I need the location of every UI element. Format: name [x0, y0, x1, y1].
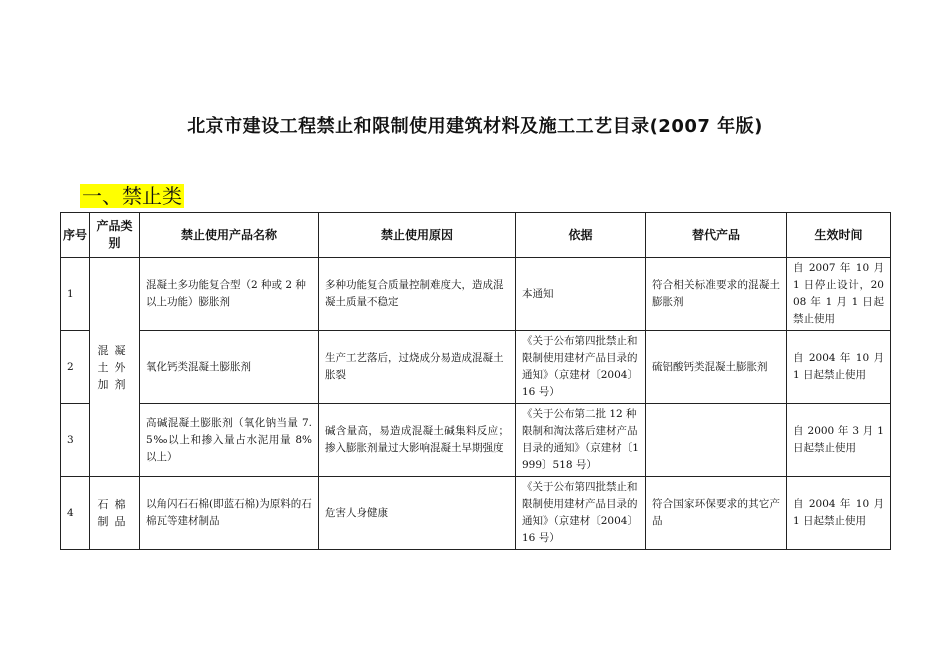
row-replacement: 硫铝酸钙类混凝土膨胀剂: [646, 331, 787, 404]
header-product: 禁止使用产品名称: [140, 213, 319, 258]
row-product: 以角闪石石棉(即蓝石棉)为原料的石棉瓦等建材制品: [140, 477, 319, 550]
row-reason: 多种功能复合质量控制难度大，造成混凝土质量不稳定: [319, 258, 516, 331]
document-title: 北京市建设工程禁止和限制使用建筑材料及施工工艺目录(2007 年版): [187, 116, 763, 137]
row-product: 高碱混凝土膨胀剂（氧化钠当量 7.5‰以上和掺入量占水泥用量 8%以上）: [140, 404, 319, 477]
header-replacement: 替代产品: [646, 213, 787, 258]
row-product: 氧化钙类混凝土膨胀剂: [140, 331, 319, 404]
table-header-row: [61, 213, 891, 258]
row-basis: 《关于公布第四批禁止和限制使用建材产品目录的通知》（京建材〔2004〕16 号）: [516, 477, 646, 550]
row-effective: 自 2007 年 10 月 1 日停止设计，2008 年 1 月 1 日起禁止使用: [787, 258, 891, 331]
row-basis: 《关于公布第二批 12 种限制和淘汰落后建材产品目录的通知》（京建材〔1999〕518 号）: [516, 404, 646, 477]
header-reason: 禁止使用原因: [319, 213, 516, 258]
category-cell: 混凝土外加剂: [90, 258, 140, 477]
row-reason: 碱含量高，易造成混凝土碱集料反应；掺入膨胀剂量过大影响混凝土早期强度: [319, 404, 516, 477]
table-row: [61, 404, 891, 477]
row-basis: 本通知: [516, 258, 646, 331]
row-effective: 自 2000 年 3 月 1 日起禁止使用: [787, 404, 891, 477]
row-no: 3: [61, 404, 90, 477]
row-no: 4: [61, 477, 90, 550]
section-heading: [80, 180, 184, 209]
row-replacement: 符合国家环保要求的其它产品: [646, 477, 787, 550]
row-effective: 自 2004 年 10 月 1 日起禁止使用: [787, 331, 891, 404]
prohibited-materials-table: [60, 212, 891, 550]
section-heading-text: 一、禁止类: [82, 184, 182, 208]
row-effective: 自 2004 年 10 月 1 日起禁止使用: [787, 477, 891, 550]
row-product: 混凝土多功能复合型（2 种或 2 种以上功能）膨胀剂: [140, 258, 319, 331]
header-effective: 生效时间: [787, 213, 891, 258]
row-reason: 危害人身健康: [319, 477, 516, 550]
header-no: 序号: [61, 213, 90, 258]
category-cell: 石棉制品: [90, 477, 140, 550]
row-replacement: 符合相关标准要求的混凝土膨胀剂: [646, 258, 787, 331]
row-no: 1: [61, 258, 90, 331]
header-category: 产品类别: [90, 213, 140, 258]
row-no: 2: [61, 331, 90, 404]
table-row: [61, 477, 891, 550]
table-row: [61, 258, 891, 331]
table-row: [61, 331, 891, 404]
row-replacement: [646, 404, 787, 477]
row-basis: 《关于公布第四批禁止和限制使用建材产品目录的通知》（京建材〔2004〕16 号）: [516, 331, 646, 404]
row-reason: 生产工艺落后，过烧成分易造成混凝土胀裂: [319, 331, 516, 404]
header-basis: 依据: [516, 213, 646, 258]
